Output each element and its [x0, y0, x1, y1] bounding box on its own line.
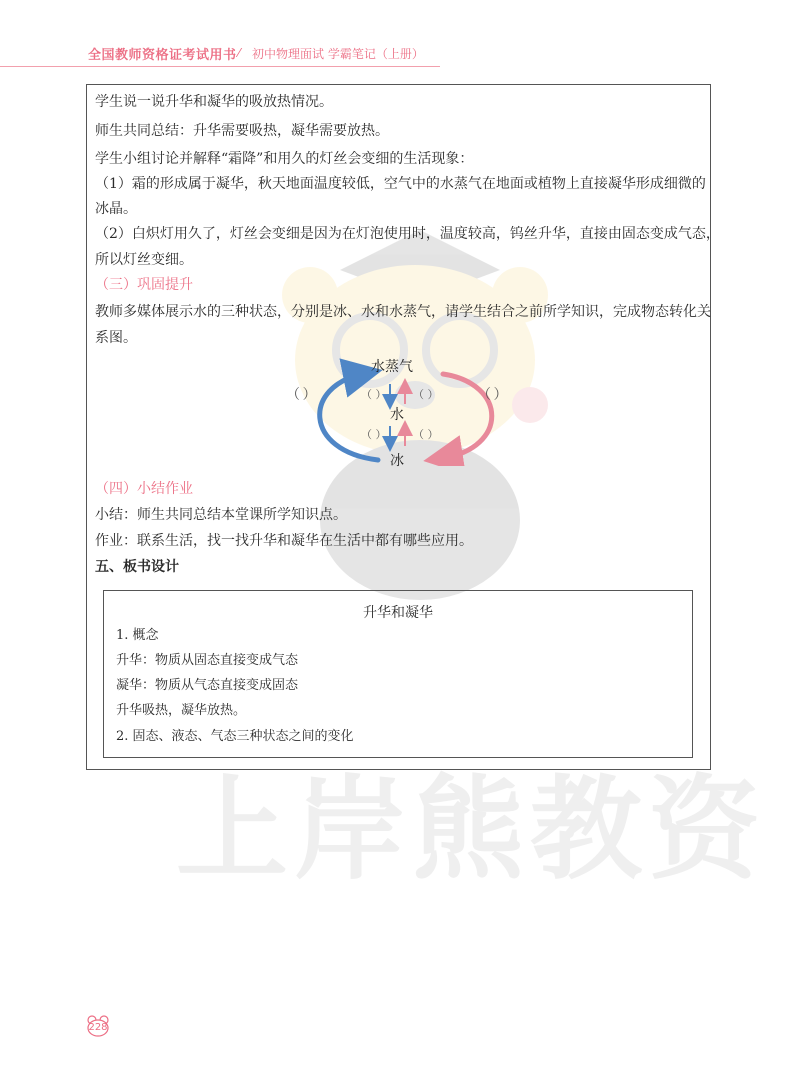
board-design-box [103, 590, 693, 758]
diagram-blank: （ ） [361, 428, 387, 441]
text-line: 冰晶。 [95, 201, 137, 217]
text-line: 学生小组讨论并解释“霜降”和用久的灯丝会变细的生活现象： [95, 151, 474, 167]
section-heading-board-design: 五、板书设计 [95, 559, 179, 575]
section-heading-consolidation: （三）巩固提升 [95, 277, 193, 293]
board-title: 升华和凝华 [363, 605, 433, 621]
text-line: 师生共同总结：升华需要吸热，凝华需要放热。 [95, 123, 389, 139]
text-line: （2）白炽灯用久了，灯丝会变细是因为在灯泡使用时，温度较高，钨丝升华，直接由固态变成气态， [95, 226, 720, 242]
page-header [0, 38, 440, 67]
header-separator: ⁄ [238, 46, 241, 60]
diagram-label-vapor: 水蒸气 [371, 359, 413, 375]
header-book-title: 初中物理面试 学霸笔记（上册） [252, 47, 424, 61]
page-number: 228 [88, 1022, 108, 1033]
diagram-blank: （ ） [361, 388, 387, 401]
board-line: 升华：物质从固态直接变成气态 [116, 653, 299, 668]
diagram-label-water: 水 [390, 407, 404, 423]
diagram-blank: （ ） [286, 387, 316, 403]
diagram-blank: （ ） [477, 387, 507, 403]
text-line: 系图。 [95, 330, 137, 346]
state-change-diagram [283, 356, 523, 469]
board-line: 2. 固态、液态、气态三种状态之间的变化 [116, 729, 354, 744]
diagram-label-ice: 冰 [390, 453, 404, 469]
board-line: 1. 概念 [116, 628, 159, 643]
section-heading-summary: （四）小结作业 [95, 481, 193, 497]
diagram-blank: （ ） [413, 428, 439, 441]
text-line: 小结：师生共同总结本堂课所学知识点。 [95, 507, 347, 523]
text-line: （1）霜的形成属于凝华，秋天地面温度较低，空气中的水蒸气在地面或植物上直接凝华形成细微的 [95, 176, 706, 192]
watermark-text: 上岸熊教资 [176, 765, 766, 895]
header-book-series: 全国教师资格证考试用书 [88, 48, 237, 63]
text-line: 学生说一说升华和凝华的吸放热情况。 [95, 94, 333, 110]
board-line: 凝华：物质从气态直接变成固态 [116, 678, 299, 693]
text-line: 所以灯丝变细。 [95, 252, 193, 268]
text-line: 教师多媒体展示水的三种状态，分别是冰、水和水蒸气，请学生结合之前所学知识，完成物态转化关 [95, 304, 711, 320]
text-line: 作业：联系生活，找一找升华和凝华在生活中都有哪些应用。 [95, 533, 473, 549]
board-line: 升华吸热，凝华放热。 [116, 703, 247, 718]
diagram-blank: （ ） [413, 388, 439, 401]
page-number-badge [86, 1014, 110, 1038]
